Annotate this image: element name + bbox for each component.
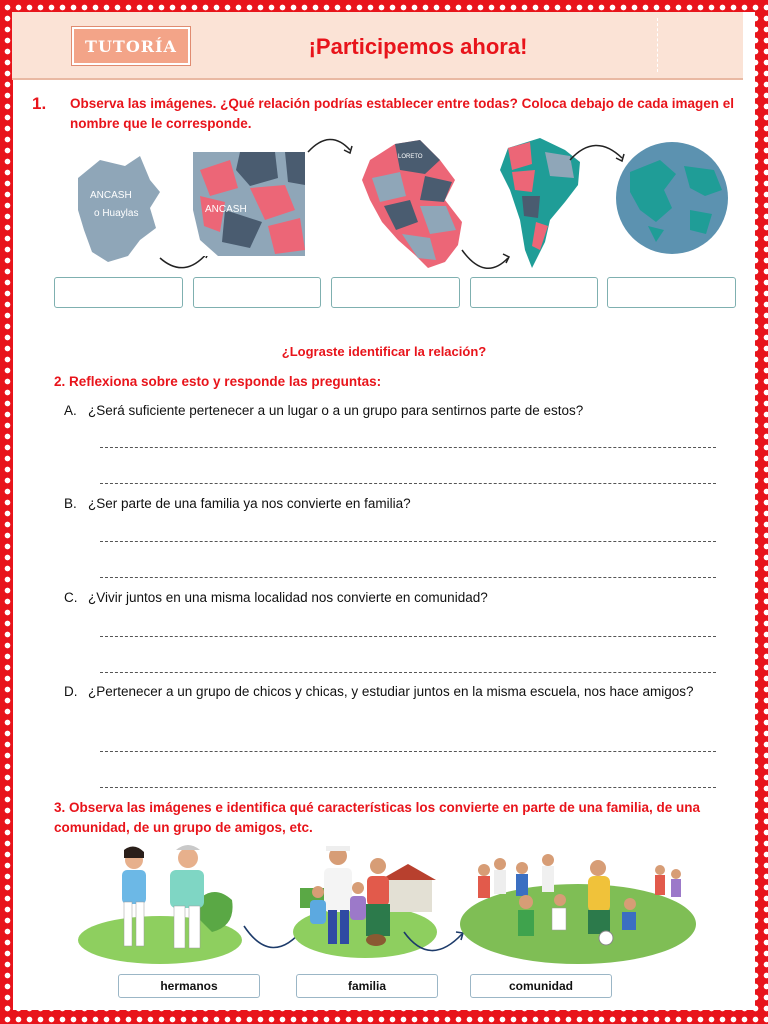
question-3-text: 3. Observa las imágenes e identifica qué características los convierte en parte de una familia, de una comunidad, de un grupo de amigos, etc. (54, 800, 701, 835)
answer-line[interactable] (100, 636, 716, 637)
ancash-map-image (78, 156, 160, 262)
peru-map-image (362, 140, 462, 268)
question-1-number: 1. (32, 94, 47, 113)
question-2a-letter: A. (64, 403, 77, 418)
answer-line[interactable] (100, 541, 716, 542)
label-familia: familia (296, 974, 438, 998)
label-comunidad: comunidad (470, 974, 612, 998)
header-divider (657, 18, 658, 72)
globe-image (616, 142, 728, 254)
relation-question: ¿Lograste identificar la relación? (281, 344, 487, 359)
question-1-text: Observa las imágenes. ¿Qué relación podrías establecer entre todas? Coloca debajo de cada imagen el nombre que le corresponde. (70, 96, 734, 131)
ancash-departments-image (193, 152, 305, 256)
ancash-label-2: ANCASH (205, 204, 247, 215)
tutoria-badge: TUTORÍA (72, 27, 190, 65)
question-2b-letter: B. (64, 496, 77, 511)
answer-box-1[interactable] (54, 277, 183, 308)
answer-box-3[interactable] (331, 277, 460, 308)
maps-illustration (0, 130, 768, 410)
label-hermanos: hermanos (118, 974, 260, 998)
question-2d-letter: D. (64, 684, 78, 699)
answer-line[interactable] (100, 672, 716, 673)
page-header (12, 12, 743, 80)
page-title: ¡Participemos ahora! (308, 34, 528, 59)
south-america-map-image (500, 138, 580, 268)
answer-box-4[interactable] (470, 277, 598, 308)
question-2d-text: ¿Pertenecer a un grupo de chicos y chicas, y estudiar juntos en la misma escuela, nos hace amigos? (88, 684, 694, 699)
question-2c-text: ¿Vivir juntos en una misma localidad nos convierte en comunidad? (88, 590, 488, 605)
huaylas-label: o Huaylas (94, 208, 139, 219)
question-2c-letter: C. (64, 590, 78, 605)
family-image (293, 846, 437, 958)
answer-box-2[interactable] (193, 277, 321, 308)
ancash-label: ANCASH (90, 190, 132, 201)
question-2b-text: ¿Ser parte de una familia ya nos convierte en familia? (88, 496, 411, 511)
siblings-image (78, 845, 242, 964)
loreto-label: LORETO (398, 154, 423, 160)
groups-illustration (0, 840, 768, 970)
answer-line[interactable] (100, 447, 716, 448)
community-image (460, 854, 696, 964)
answer-line[interactable] (100, 787, 716, 788)
question-2a-text: ¿Será suficiente pertenecer a un lugar o a un grupo para sentirnos parte de estos? (88, 403, 584, 418)
answer-line[interactable] (100, 751, 716, 752)
answer-box-5[interactable] (607, 277, 736, 308)
answer-line[interactable] (100, 577, 716, 578)
question-2-text: 2. Reflexiona sobre esto y responde las preguntas: (54, 374, 382, 389)
answer-line[interactable] (100, 483, 716, 484)
